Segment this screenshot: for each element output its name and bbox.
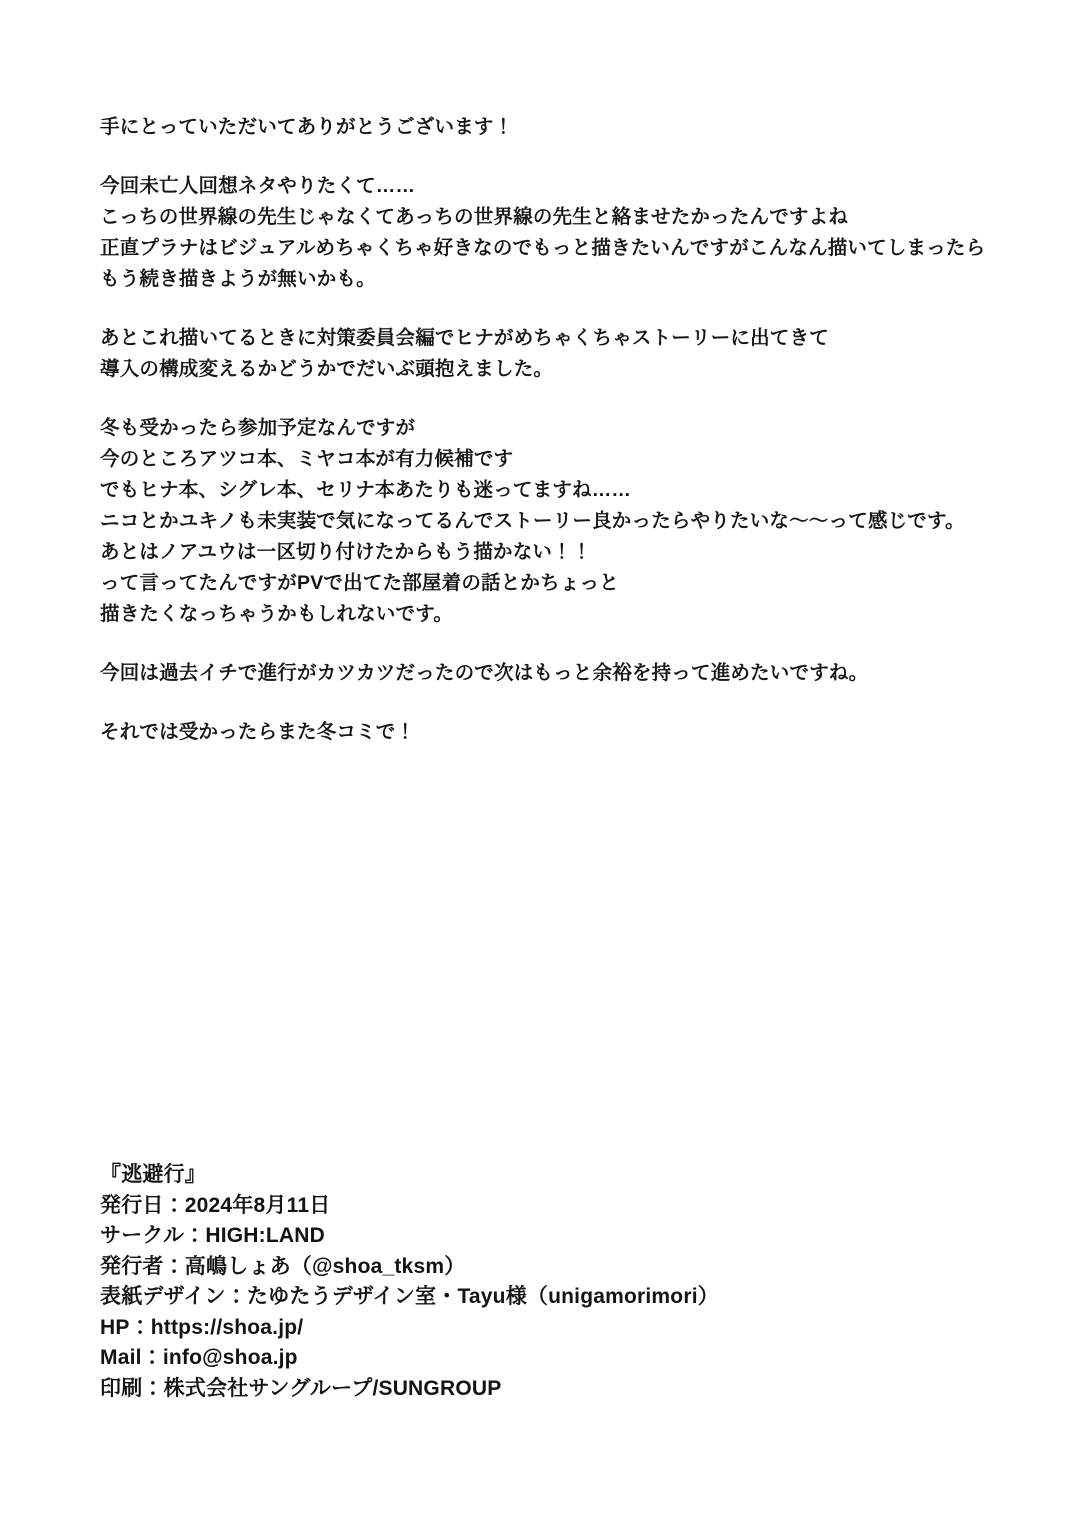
afterword-line: 導入の構成変えるかどうかでだいぶ頭抱えました。 [100,358,554,380]
afterword-paragraph-closing [100,717,1000,748]
afterword-line: あとこれ描いてるときに対策委員会編でヒナがめちゃくちゃストーリーに出てきて [100,327,829,349]
afterword-paragraph-hina-note [100,323,1000,385]
afterword-line: 正直プラナはビジュアルめちゃくちゃ好きなのでもっと描きたいんですがこんなん描いてしまったら [100,237,986,259]
afterword-line: それでは受かったらまた冬コミで！ [100,721,416,743]
afterword-paragraph-next-plans [100,413,1000,630]
afterword-line: もう続き描きようが無いかも。 [100,268,376,290]
afterword-line: 手にとっていただいてありがとうございます！ [100,116,514,138]
afterword-paragraph-greeting [100,112,1000,143]
colophon-homepage: HP：https://shoa.jp/ [100,1315,304,1339]
afterword-line: 今のところアツコ本、ミヤコ本が有力候補です [100,448,514,470]
colophon-section [100,1160,1000,1404]
afterword-paragraph-concept [100,171,1000,295]
colophon-title: 『逃避行』 [100,1163,206,1186]
afterword-line: でもヒナ本、シグレ本、セリナ本あたりも迷ってますね…… [100,479,632,501]
afterword-line: って言ってたんですがPVで出てた部屋着の話とかちょっと [100,572,619,594]
afterword-section [100,112,1000,748]
afterword-line: 描きたくなっちゃうかもしれないです。 [100,603,454,625]
colophon-printer: 印刷：株式会社サングループ/SUNGROUP [100,1376,502,1400]
colophon-cover-design: 表紙デザイン：たゆたうデザイン室・Tayu様（unigamorimori） [100,1285,719,1308]
afterword-line: 今回未亡人回想ネタやりたくて…… [100,175,416,197]
afterword-line: ニコとかユキノも未実装で気になってるんでストーリー良かったらやりたいな〜〜って感じです。 [100,510,965,532]
afterword-line: あとはノアユウは一区切り付けたからもう描かない！！ [100,541,592,563]
colophon-publication-date: 発行日：2024年8月11日 [100,1193,331,1217]
afterword-line: 冬も受かったら参加予定なんですが [100,417,416,439]
afterword-line: こっちの世界線の先生じゃなくてあっちの世界線の先生と絡ませたかったんですよね [100,206,849,228]
colophon-mail: Mail：info@shoa.jp [100,1346,298,1369]
afterword-paragraph-schedule [100,658,1000,689]
colophon-publisher: 発行者：高嶋しょあ（@shoa_tksm） [100,1254,466,1278]
colophon-circle: サークル：HIGH:LAND [100,1224,325,1247]
afterword-line: 今回は過去イチで進行がカツカツだったので次はもっと余裕を持って進めたいですね。 [100,662,869,684]
